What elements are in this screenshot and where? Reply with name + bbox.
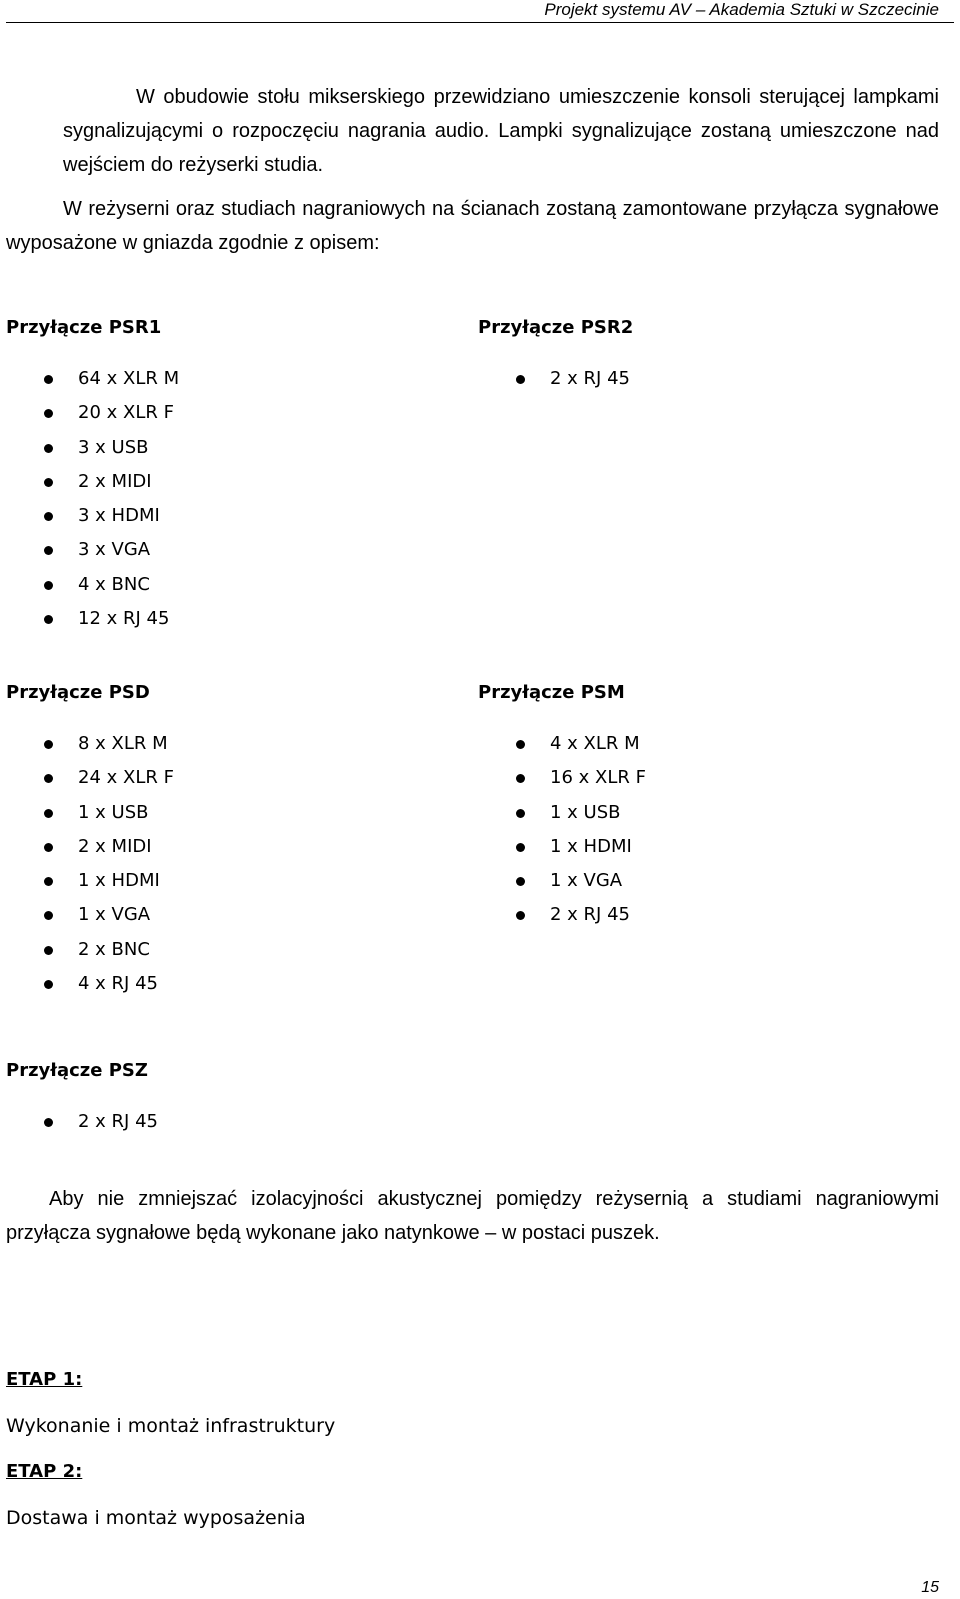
socket-item: 12 x RJ 45 — [6, 602, 466, 636]
socket-item: 3 x VGA — [6, 533, 466, 567]
socket-item: 24 x XLR F — [6, 761, 466, 795]
intro-paragraph-1: W obudowie stołu mikserskiego przewidziano umieszczenie konsoli sterującej lampkami sygnalizującymi o rozpoczęciu nagrania audio. Lampki sygnalizujące zostaną umieszczone nad wejściem do reżyserki studia. — [63, 86, 939, 176]
connection-title: Przyłącze PSR1 — [6, 317, 162, 338]
socket-item: 2 x BNC — [6, 933, 466, 967]
socket-item: 4 x XLR M — [478, 727, 938, 761]
socket-item: 3 x HDMI — [6, 499, 466, 533]
socket-item: 64 x XLR M — [6, 362, 466, 396]
socket-item: 1 x USB — [6, 796, 466, 830]
socket-item: 2 x MIDI — [6, 830, 466, 864]
page-number: 15 — [921, 1579, 939, 1596]
connection-title: Przyłącze PSD — [6, 682, 150, 703]
socket-item: 2 x RJ 45 — [6, 1105, 466, 1139]
connection-psz — [6, 1059, 466, 1139]
socket-item: 8 x XLR M — [6, 727, 466, 761]
socket-item: 20 x XLR F — [6, 396, 466, 430]
socket-list — [6, 1105, 466, 1139]
connection-psr1 — [6, 316, 466, 636]
stage-2-heading: ETAP 2: — [6, 1461, 83, 1482]
closing-paragraph: Aby nie zmniejszać izolacyjności akustycznej pomiędzy reżysernią a studiami nagraniowymi przyłącza sygnałowe będą wykonane jako natynkowe – w postaci puszek. — [6, 1188, 939, 1244]
socket-item: 1 x HDMI — [6, 864, 466, 898]
socket-item: 4 x RJ 45 — [6, 967, 466, 1001]
socket-list — [478, 727, 938, 933]
stage-2-description: Dostawa i montaż wyposażenia — [6, 1507, 306, 1529]
socket-item: 2 x RJ 45 — [478, 362, 938, 396]
stage-1-description: Wykonanie i montaż infrastruktury — [6, 1415, 336, 1437]
socket-list — [6, 362, 466, 636]
socket-item: 2 x MIDI — [6, 465, 466, 499]
socket-item: 1 x VGA — [6, 898, 466, 932]
socket-item: 16 x XLR F — [478, 761, 938, 795]
socket-item: 4 x BNC — [6, 568, 466, 602]
connection-title: Przyłącze PSZ — [6, 1060, 148, 1081]
header-divider — [6, 22, 954, 23]
connection-title: Przyłącze PSM — [478, 682, 625, 703]
connection-psr2 — [478, 316, 938, 396]
connection-title: Przyłącze PSR2 — [478, 317, 634, 338]
running-title: Projekt systemu AV – Akademia Sztuki w Szczecinie — [544, 0, 939, 19]
connection-psd — [6, 681, 466, 1001]
socket-list — [6, 727, 466, 1001]
socket-item: 1 x USB — [478, 796, 938, 830]
intro-paragraph-2: W reżyserni oraz studiach nagraniowych na ścianach zostaną zamontowane przyłącza sygnałowe wyposażone w gniazda zgodnie z opisem: — [6, 198, 939, 254]
connection-psm — [478, 681, 938, 933]
socket-list — [478, 362, 938, 396]
socket-item: 1 x VGA — [478, 864, 938, 898]
stage-1-heading: ETAP 1: — [6, 1369, 83, 1390]
socket-item: 1 x HDMI — [478, 830, 938, 864]
socket-item: 3 x USB — [6, 431, 466, 465]
socket-item: 2 x RJ 45 — [478, 898, 938, 932]
